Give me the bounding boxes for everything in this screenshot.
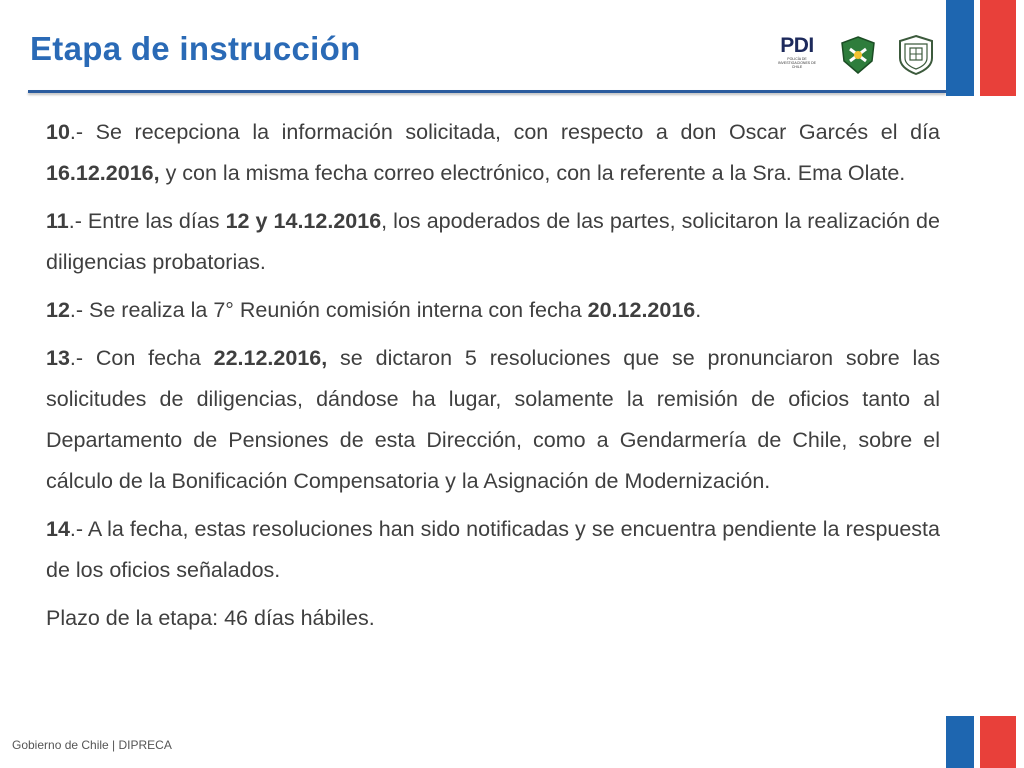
carabineros-emblem-icon (838, 35, 878, 75)
institution-logos (774, 34, 936, 76)
pdi-logo-subtitle: POLICÍA DE INVESTIGACIONES DE CHILE (778, 57, 816, 69)
paragraph-10: 10.- Se recepciona la información solicitada, con respecto a don Oscar Garcés el día 16.12.2016, y con la misma fecha correo electrónico, con la referente a la Sra. Ema Olate. (46, 120, 940, 185)
paragraph-11: 11.- Entre las días 12 y 14.12.2016, los apoderados de las partes, solicitaron la realización de diligencias probatorias. (46, 209, 940, 274)
paragraph-12: 12.- Se realiza la 7° Reunión comisión interna con fecha 20.12.2016. (46, 298, 702, 322)
paragraph-13: 13.- Con fecha 22.12.2016, se dictaron 5 resoluciones que se pronunciaron sobre las solicitudes de diligencias, dándose ha lugar, solamente la remisión de oficios tanto al Departamento de Pensiones de esta Dirección, como a Gendarmería de Chile, sobre el cálculo de la Bonificación Compensatoria y la Asignación de Modernización. (46, 346, 940, 493)
chile-flag-stripe-top (946, 0, 1016, 96)
title-underline (28, 90, 946, 93)
footer-text: Gobierno de Chile | DIPRECA (12, 738, 172, 752)
gendarmeria-emblem-icon (896, 34, 936, 76)
pdi-logo (774, 35, 820, 75)
paragraph-14: 14.- A la fecha, estas resoluciones han sido notificadas y se encuentra pendiente la respuesta de los oficios señalados. (46, 517, 940, 582)
pdi-logo-text: PDI (780, 34, 814, 57)
chile-flag-stripe-bottom (946, 716, 1016, 768)
paragraph-plazo: Plazo de la etapa: 46 días hábiles. (46, 606, 375, 630)
slide-title: Etapa de instrucción (30, 30, 361, 67)
slide-body (46, 112, 940, 646)
